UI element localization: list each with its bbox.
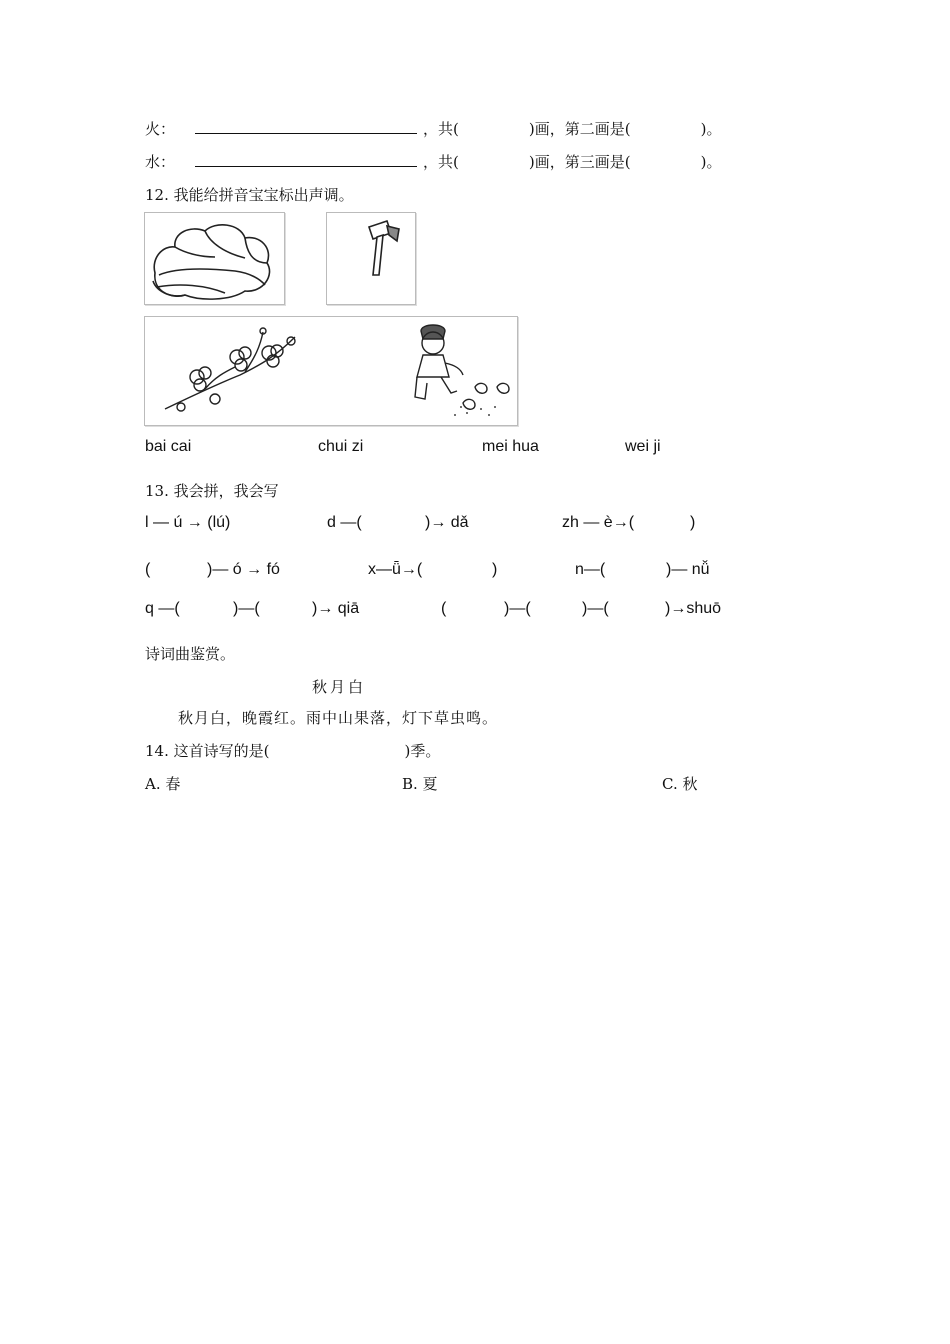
row-text: )。 <box>700 153 722 171</box>
pinyin-item: q —( <box>145 600 180 617</box>
pinyin-item: d —( <box>327 514 362 531</box>
pinyin-item: l — ú → (lú) <box>145 514 231 531</box>
illustration-panel <box>144 316 518 426</box>
pinyin-item: x—ǖ→( <box>368 561 423 578</box>
q13-title: 13. 我会拼，我会写 <box>145 482 279 500</box>
stroke-row-fire <box>145 118 721 139</box>
cabbage-icon <box>144 212 285 305</box>
option-c[interactable]: C. 秋 <box>662 775 698 793</box>
pinyin-item: )—( <box>233 600 260 617</box>
hammer-icon <box>326 212 416 305</box>
pinyin-item: )→ qiā <box>312 600 360 617</box>
pinyin-item: ( <box>145 561 151 578</box>
plum-blossom-icon <box>165 328 295 411</box>
child-feeding-chicks-icon <box>415 325 509 409</box>
pinyin-chuizi: chui zi <box>318 438 364 455</box>
pinyin-item: )—( <box>504 600 531 617</box>
option-a[interactable]: A. 春 <box>145 775 181 793</box>
row-text: ，共( <box>423 153 459 171</box>
section-title: 诗词曲鉴赏。 <box>145 645 236 663</box>
pinyin-meihua: mei hua <box>482 438 539 455</box>
pinyin-weiji: wei ji <box>625 438 661 455</box>
stroke-row-water <box>145 151 721 172</box>
row-char: 水： <box>145 153 176 171</box>
q14-text-end: )季。 <box>404 742 441 760</box>
pinyin-item: )→ dǎ <box>425 514 469 531</box>
pinyin-item: )—( <box>582 600 609 617</box>
pinyin-item: ) <box>492 561 498 578</box>
pinyin-item: )— ó → fó <box>207 561 280 578</box>
row-text: )画，第三画是( <box>528 153 631 171</box>
pinyin-item: n—( <box>575 561 606 578</box>
pinyin-item: )— nǚ <box>666 561 710 578</box>
q12-title: 12. 我能给拼音宝宝标出声调。 <box>145 186 354 204</box>
poem-text: 秋月白，晚霞红。雨中山果落，灯下草虫鸣。 <box>178 709 499 727</box>
poem-title: 秋月白 <box>312 678 367 696</box>
pinyin-item: ) <box>690 514 696 531</box>
row-text: )画，第二画是( <box>528 120 631 138</box>
pinyin-item: zh — è→( <box>562 514 635 531</box>
option-b[interactable]: B. 夏 <box>402 775 438 793</box>
pinyin-baicai: bai cai <box>145 438 192 455</box>
row-text: ，共( <box>423 120 459 138</box>
row-text: )。 <box>700 120 722 138</box>
pinyin-item: ( <box>441 600 447 617</box>
answer-line[interactable] <box>195 119 417 134</box>
pinyin-item: )→shuō <box>665 600 722 617</box>
answer-line[interactable] <box>195 152 417 167</box>
q14-question <box>145 740 440 761</box>
q14-text: 14. 这首诗写的是( <box>145 742 270 760</box>
row-char: 火： <box>145 120 176 138</box>
